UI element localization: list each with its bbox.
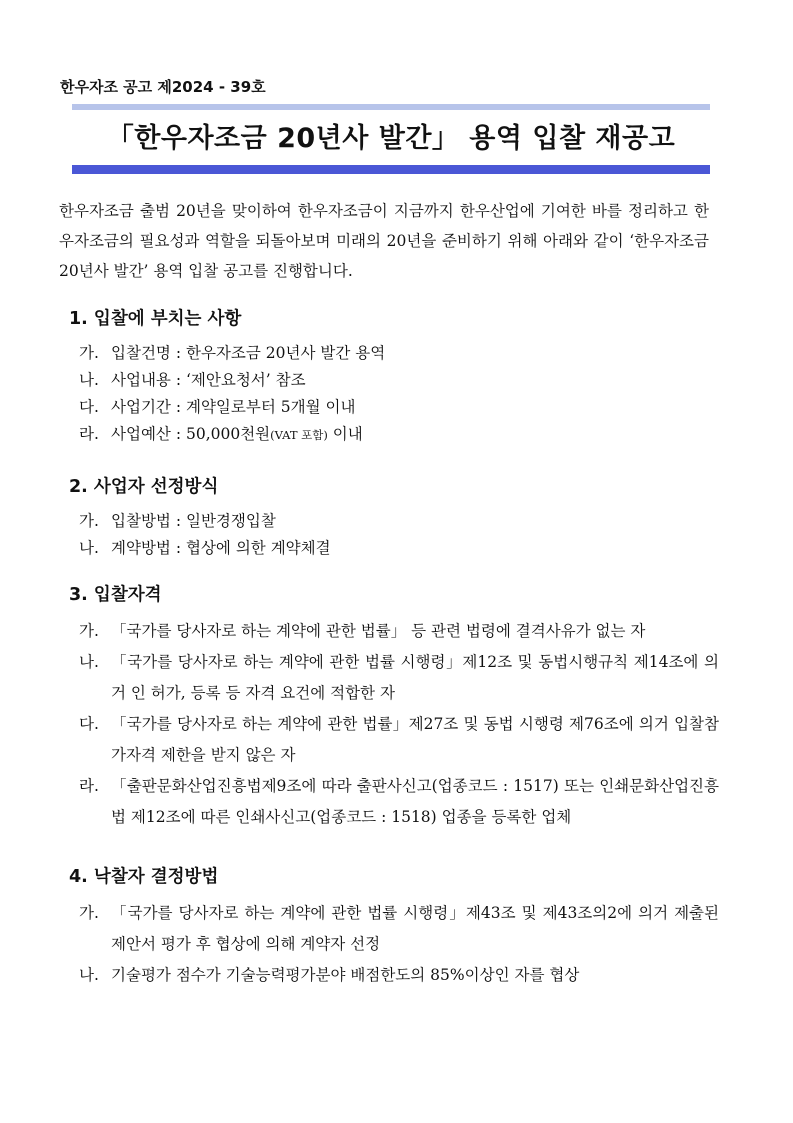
item-mark: 다. [79,398,99,416]
item-text: 「출판문화산업진흥법제9조에 따라 출판사신고(업종코드 : 1517) 또는 인쇄문화산업진흥법 제12조에 따른 인쇄사신고(업종코드 : 1518) 업종을 등록한 업체 [111,777,719,826]
item-mark: 라. [79,425,99,443]
item-mark: 가. [79,344,99,362]
list-item [59,421,719,449]
item-text: 입찰건명 : 한우자조금 20년사 발간 용역 [111,344,386,362]
list-item [59,960,719,991]
item-text [111,421,719,449]
title-bottom-bar [72,165,710,174]
item-text: 기술평가 점수가 기술능력평가분야 배점한도의 85%이상인 자를 협상 [111,966,580,984]
section-heading: 4. 낙찰자 결정방법 [69,867,219,887]
budget-suffix: 이내 [327,425,363,443]
item-mark: 나. [79,966,99,984]
list-item [59,616,719,647]
item-mark: 나. [79,371,99,389]
item-text: 「국가를 당사자로 하는 계약에 관한 법률」제27조 및 동법 시행령 제76조에 의거 입찰참가자격 제한을 받지 않은 자 [111,715,719,764]
list-item [59,340,719,367]
item-text: 계약방법 : 협상에 의한 계약체결 [111,539,331,557]
list-item [59,898,719,960]
item-mark: 가. [79,622,99,640]
item-mark: 다. [79,715,99,733]
list-item [59,508,719,535]
section-bid-qualification [59,582,719,833]
item-text: 사업내용 : ‘제안요청서’ 참조 [111,371,306,389]
item-mark: 라. [79,777,99,795]
list-item [59,709,719,771]
item-text: 「국가를 당사자로 하는 계약에 관한 법률 시행령」제43조 및 제43조의2에 의거 제출된 제안서 평가 후 협상에 의해 계약자 선정 [111,904,719,953]
notice-number: 한우자조 공고 제2024 - 39호 [60,78,266,96]
section-heading: 1. 입찰에 부치는 사항 [69,309,242,329]
section-winner-determination [59,864,719,991]
title-top-bar [72,104,710,110]
item-text: 입찰방법 : 일반경쟁입찰 [111,512,276,530]
item-mark: 나. [79,653,99,671]
item-mark: 가. [79,512,99,530]
budget-text: 사업예산 : 50,000천원 [111,425,271,443]
list-item [59,367,719,394]
item-text: 「국가를 당사자로 하는 계약에 관한 법률」 등 관련 법령에 결격사유가 없는 자 [111,622,646,640]
item-text: 「국가를 당사자로 하는 계약에 관한 법률 시행령」제12조 및 동법시행규칙 제14조에 의거 인 허가, 등록 등 자격 요건에 적합한 자 [111,653,719,702]
document-title: 「한우자조금 20년사 발간」 용역 입찰 재공고 [106,123,676,154]
vat-note: (VAT 포함) [270,428,328,442]
item-mark: 나. [79,539,99,557]
intro-paragraph: 한우자조금 출범 20년을 맞이하여 한우자조금이 지금까지 한우산업에 기여한 바를 정리하고 한우자조금의 필요성과 역할을 되돌아보며 미래의 20년을 준비하기 위해 아래와 같이 ‘한우자조금 20년사 발간’ 용역 입찰 공고를 진행합니다. [59,202,709,280]
list-item [59,394,719,421]
section-bid-items [59,306,719,449]
section-selection-method [59,474,719,562]
item-mark: 가. [79,904,99,922]
section-heading: 3. 입찰자격 [69,585,162,605]
list-item [59,771,719,833]
list-item [59,647,719,709]
item-text: 사업기간 : 계약일로부터 5개월 이내 [111,398,356,416]
section-heading: 2. 사업자 선정방식 [69,477,219,497]
list-item [59,535,719,562]
